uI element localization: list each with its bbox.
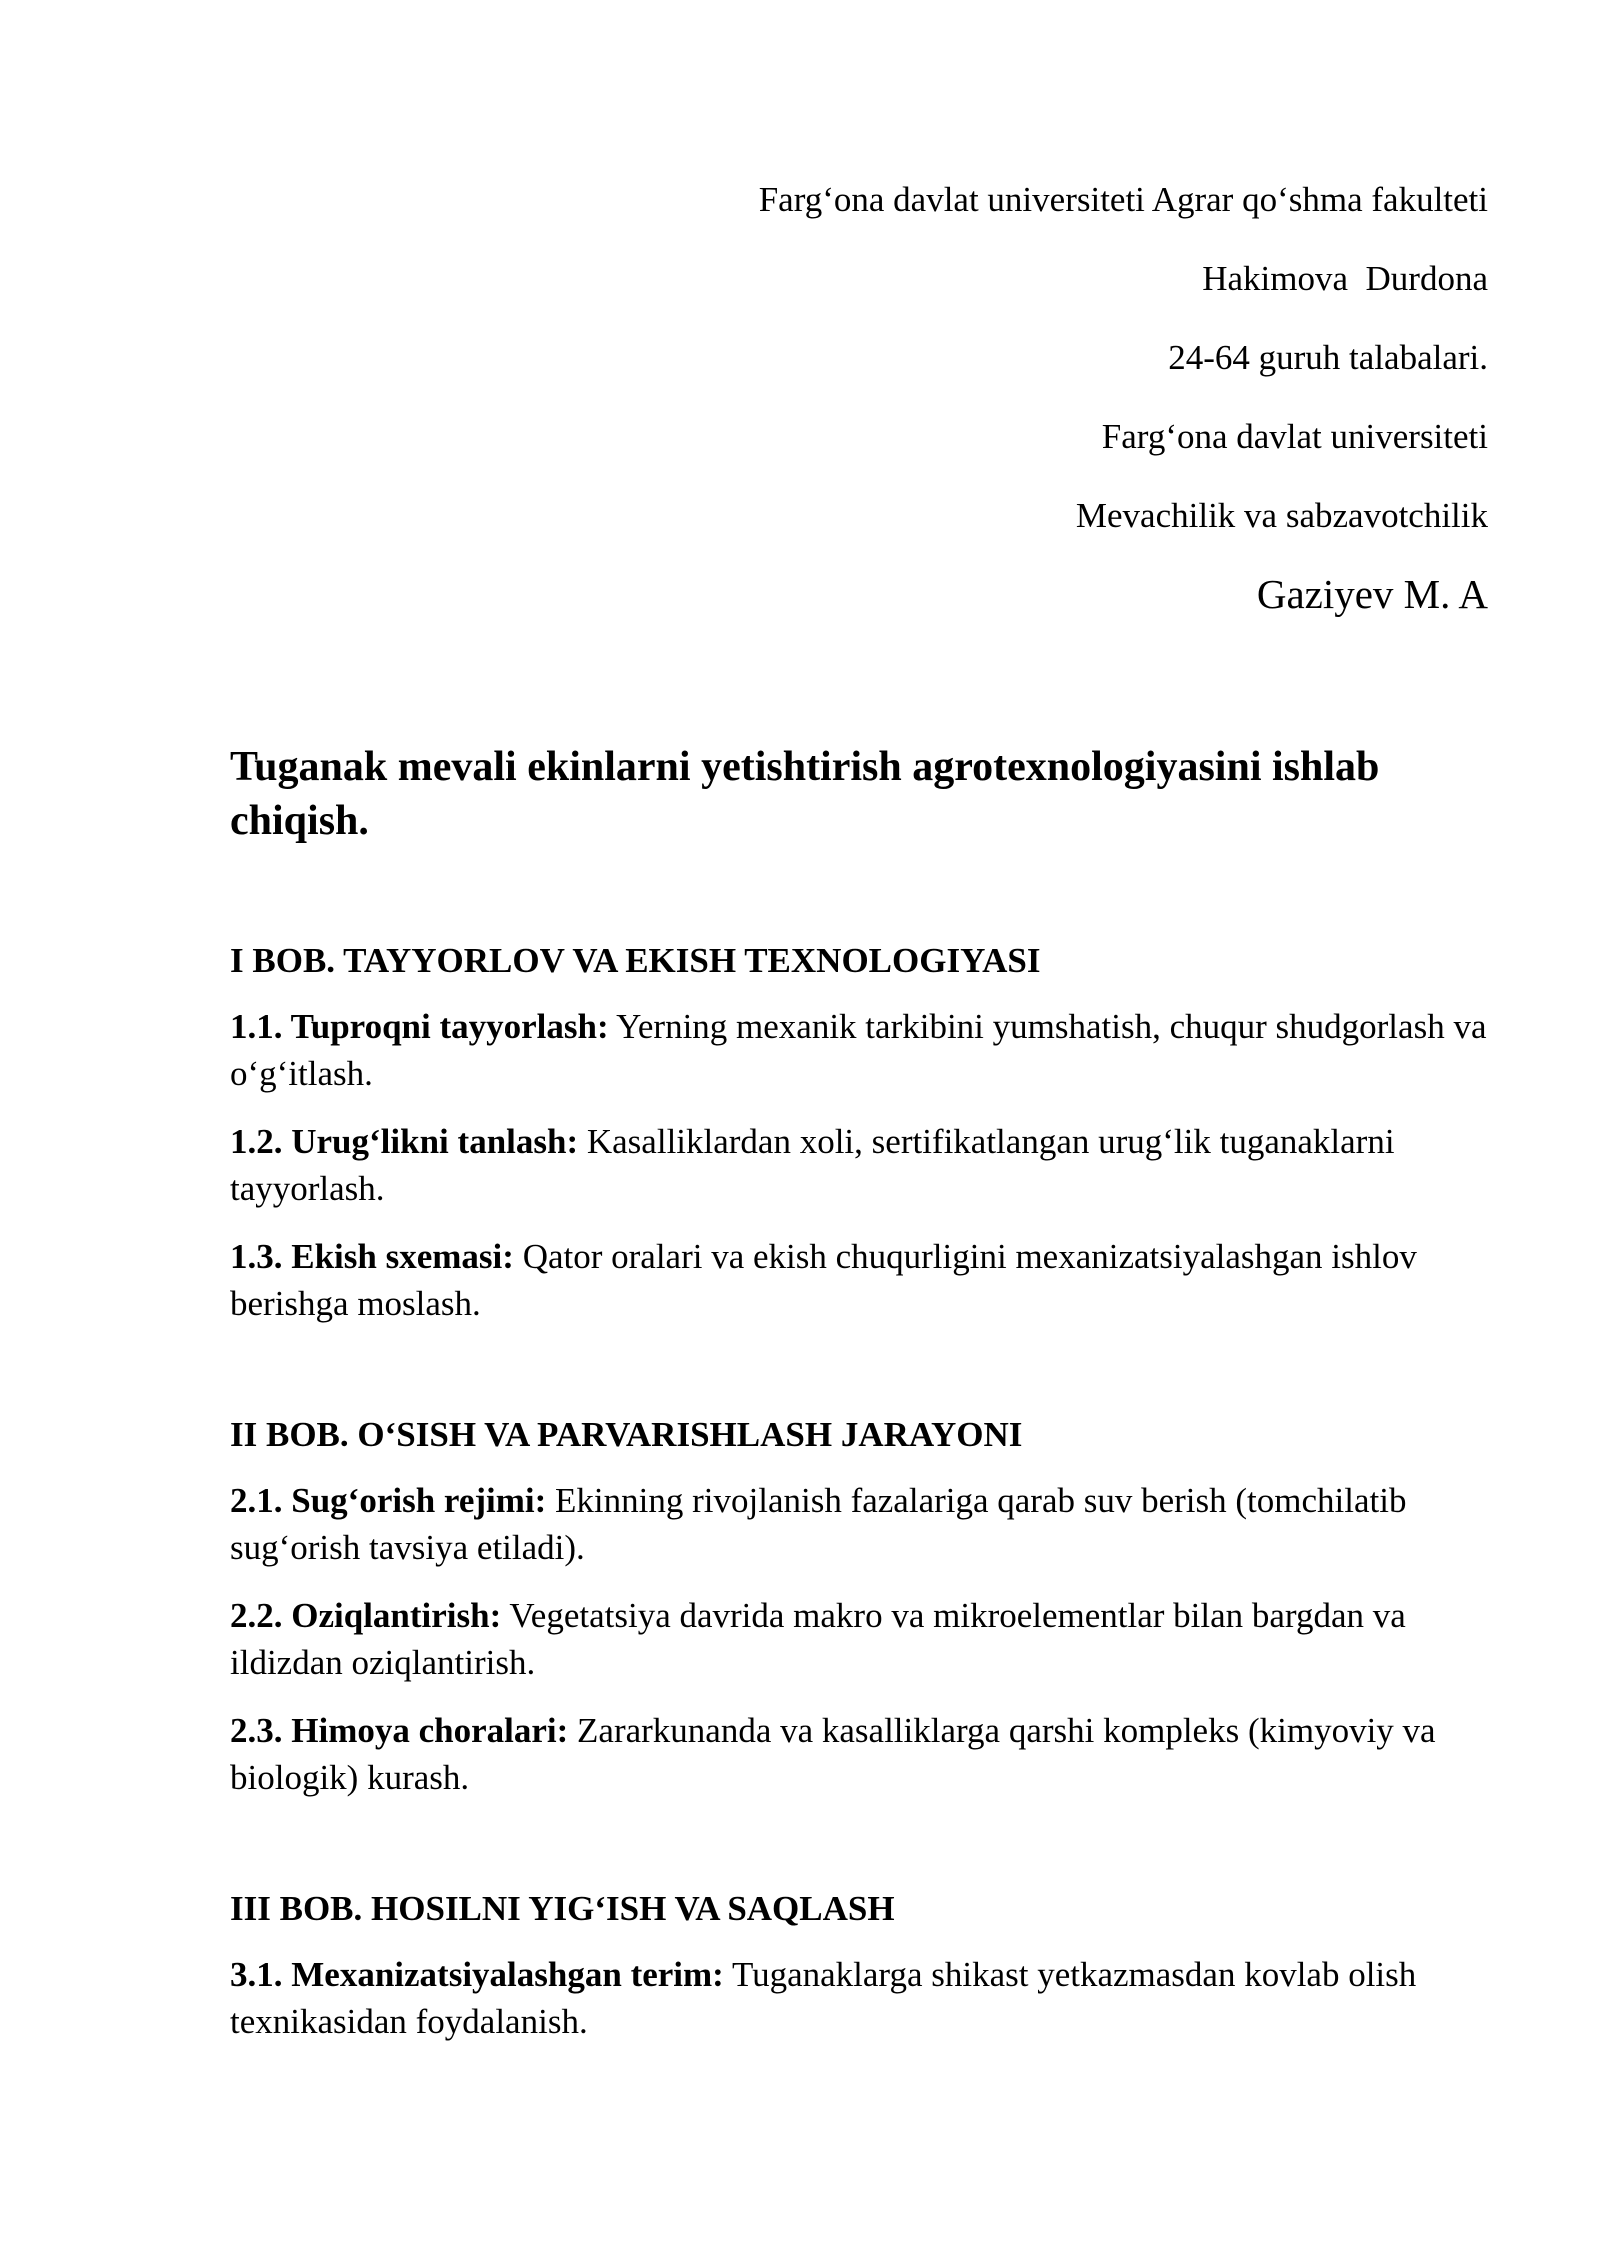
chapter-1 — [230, 941, 1490, 1327]
section-item — [230, 1003, 1490, 1097]
section-item — [230, 1707, 1490, 1801]
section-label: 2.2. Oziqlantirish: — [230, 1596, 502, 1635]
section-text: Zararkunanda va kasalliklarga qarshi kompleks (kimyoviy va biologik) kurash. — [230, 1711, 1436, 1797]
section-label: 3.1. Mexanizatsiyalashgan terim: — [230, 1955, 724, 1994]
section-text: Kasalliklardan xoli, sertifikatlangan urug‘lik tuganaklarni tayyorlash. — [230, 1122, 1395, 1208]
section-label: 1.3. Ekish sxemasi: — [230, 1237, 514, 1276]
university-line: Farg‘ona davlat universiteti — [1101, 417, 1488, 456]
student-name: Hakimova Durdona — [1202, 259, 1488, 298]
supervisor-name: Gaziyev M. A — [1256, 571, 1488, 617]
section-label: 1.1. Tuproqni tayyorlash: — [230, 1007, 609, 1046]
section-text: Tuganaklarga shikast yetkazmasdan kovlab olish texnikasidan foydalanish. — [230, 1955, 1417, 2041]
section-label: 2.1. Sug‘orish rejimi: — [230, 1481, 547, 1520]
section-label: 2.3. Himoya choralari: — [230, 1711, 569, 1750]
document-title: Tuganak mevali ekinlarni yetishtirish agrotexnologiyasini ishlab chiqish. — [230, 744, 1380, 844]
chapter-heading: III BOB. HOSILNI YIG‘ISH VA SAQLASH — [230, 1889, 895, 1928]
document-body — [230, 740, 1490, 2133]
faculty-line: Farg‘ona davlat universiteti Agrar qo‘shma fakulteti — [758, 180, 1488, 219]
section-text: Vegetatsiya davrida makro va mikroelementlar bilan bargdan va ildizdan oziqlantirish. — [230, 1596, 1406, 1682]
section-text: Qator oralari va ekish chuqurligini mexanizatsiyalashgan ishlov berishga moslash. — [230, 1237, 1417, 1323]
chapter-3 — [230, 1889, 1490, 2045]
group-line: 24-64 guruh talabalari. — [1168, 338, 1488, 377]
section-item — [230, 1951, 1490, 2045]
chapter-2 — [230, 1415, 1490, 1801]
section-item — [230, 1118, 1490, 1212]
section-item — [230, 1592, 1490, 1686]
department-line: Mevachilik va sabzavotchilik — [1075, 496, 1488, 535]
chapter-heading: II BOB. O‘SISH VA PARVARISHLASH JARAYONI — [230, 1415, 1023, 1454]
section-label: 1.2. Urug‘likni tanlash: — [230, 1122, 579, 1161]
section-text: Yerning mexanik tarkibini yumshatish, chuqur shudgorlash va o‘g‘itlash. — [230, 1007, 1487, 1093]
section-text: Ekinning rivojlanish fazalariga qarab suv berish (tomchilatib sug‘orish tavsiya etiladi). — [230, 1481, 1407, 1567]
author-header — [488, 180, 1488, 656]
section-item — [230, 1233, 1490, 1327]
chapter-heading: I BOB. TAYYORLOV VA EKISH TEXNOLOGIYASI — [230, 941, 1041, 980]
section-item — [230, 1477, 1490, 1571]
